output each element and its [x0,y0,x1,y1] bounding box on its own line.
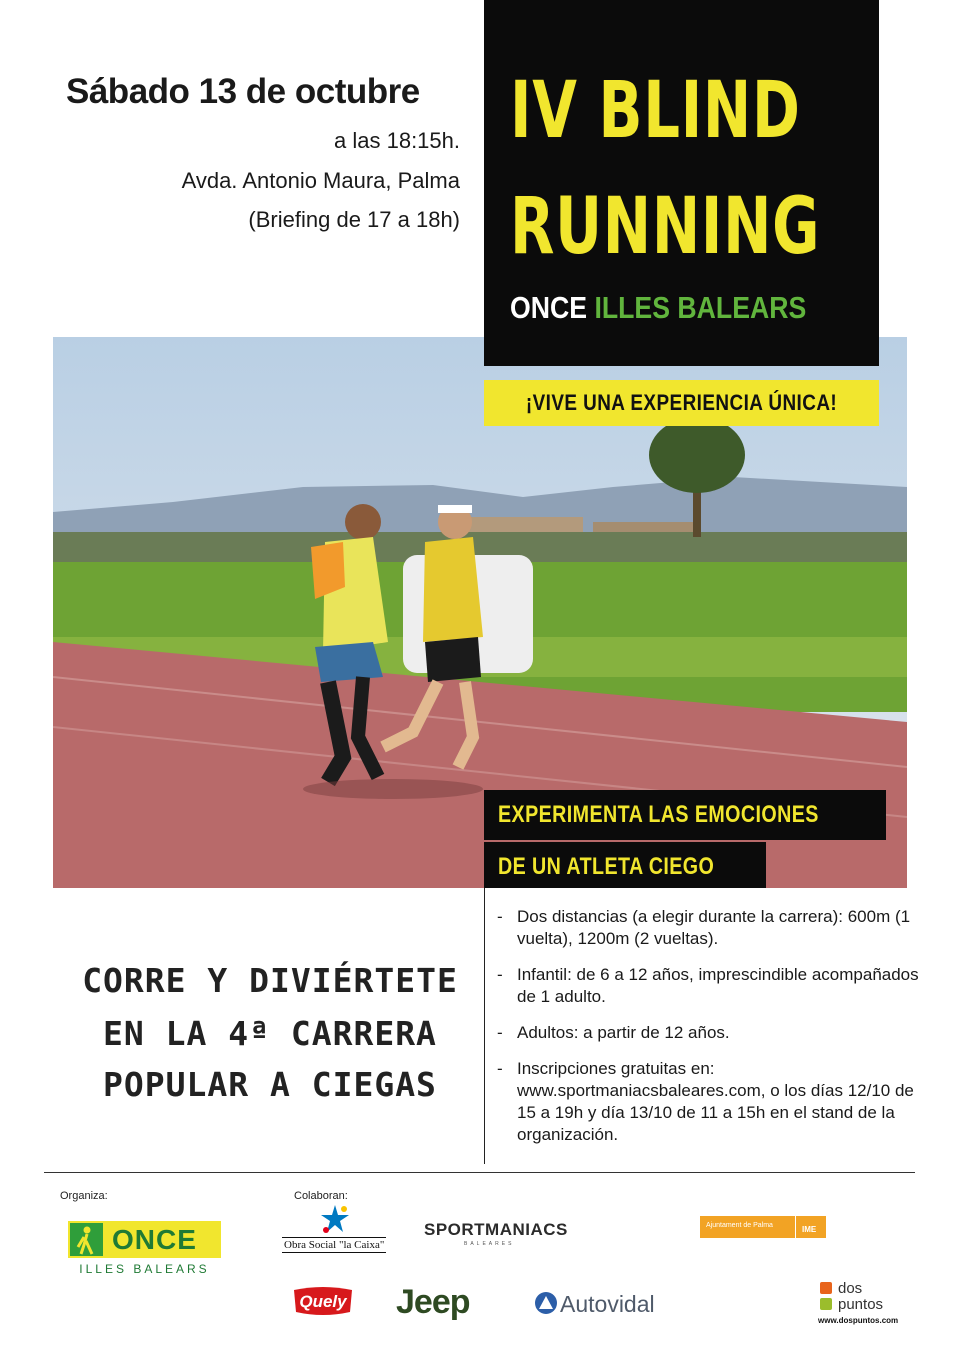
sportmaniacs-logo: SPORTMANIACS [424,1220,568,1239]
quely-logo [290,1286,356,1316]
banner-line1 [484,790,886,840]
once-logo-subtitle: ILLES BALEARS [79,1262,210,1276]
banner-line2-text: DE UN ATLETA CIEGO [498,853,715,880]
caixa-star-icon [318,1203,352,1240]
info-divider [484,888,485,1164]
ime-logo-text: IME [802,1225,817,1234]
organizer-subtitle [510,290,806,326]
autovidal-triangle-icon [534,1291,558,1320]
event-briefing: (Briefing de 17 a 18h) [248,207,460,232]
caixa-logo-text: Obra Social "la Caixa" [284,1239,385,1251]
event-title-line1: IV BLIND [510,66,801,156]
autovidal-logo: Autovidal [560,1291,655,1317]
ajuntament-logo [700,1216,795,1238]
once-logo-text: ONCE [112,1224,197,1255]
subtitle-illes-balears: ILLES BALEARS [594,290,807,325]
info-list [497,906,927,1160]
info-item-adults: - Adultos: a partir de 12 años. [497,1022,927,1044]
colaboran-label: Colaboran: [294,1190,348,1202]
banner-line2 [484,842,766,888]
dospuntos-url: www.dospuntos.com [818,1316,899,1325]
tagline-text: ¡VIVE UNA EXPERIENCIA ÚNICA! [525,390,838,415]
dospuntos-word1: dos [838,1280,863,1297]
dospuntos-square-orange [820,1282,832,1294]
headline-line2: EN LA 4ª CARRERA [103,1014,437,1053]
sportmaniacs-subtitle: BALEARES [464,1241,515,1247]
tagline-box [484,380,879,426]
ajuntament-logo-text: Ajuntament de Palma [706,1222,773,1229]
organiza-label: Organiza: [60,1190,108,1202]
dospuntos-square-green [820,1298,832,1310]
once-figure-icon [70,1223,103,1256]
subtitle-once: ONCE [510,290,588,325]
banner-line1-text: EXPERIMENTA LAS EMOCIONES [498,801,819,828]
dospuntos-word2: puntos [838,1296,884,1313]
once-logo [68,1221,221,1258]
footer-divider [44,1172,915,1173]
event-address: Avda. Antonio Maura, Palma [181,168,460,193]
info-item-registration: - Inscripciones gratuitas en: www.sportmaniacsbaleares.com, o los días 12/10 de 15 a 19h y día 13/10 de 11 a 15h en el stand de la organización. [497,1058,927,1146]
headline-line1: CORRE Y DIVIÉRTETE [82,961,458,1000]
event-time: a las 18:15h. [334,128,460,153]
event-title-line2: RUNNING [510,182,821,272]
info-item-distances: - Dos distancias (a elegir durante la carrera): 600m (1 vuelta), 1200m (2 vueltas). [497,906,927,950]
ime-logo [796,1216,826,1238]
jeep-logo: Jeep [396,1283,470,1321]
title-panel [484,0,879,366]
event-date: Sábado 13 de octubre [66,72,420,111]
headline-line3: POPULAR A CIEGAS [103,1065,437,1104]
info-item-children: - Infantil: de 6 a 12 años, imprescindible acompañados de 1 adulto. [497,964,927,1008]
quely-logo-text: Quely [299,1292,347,1311]
